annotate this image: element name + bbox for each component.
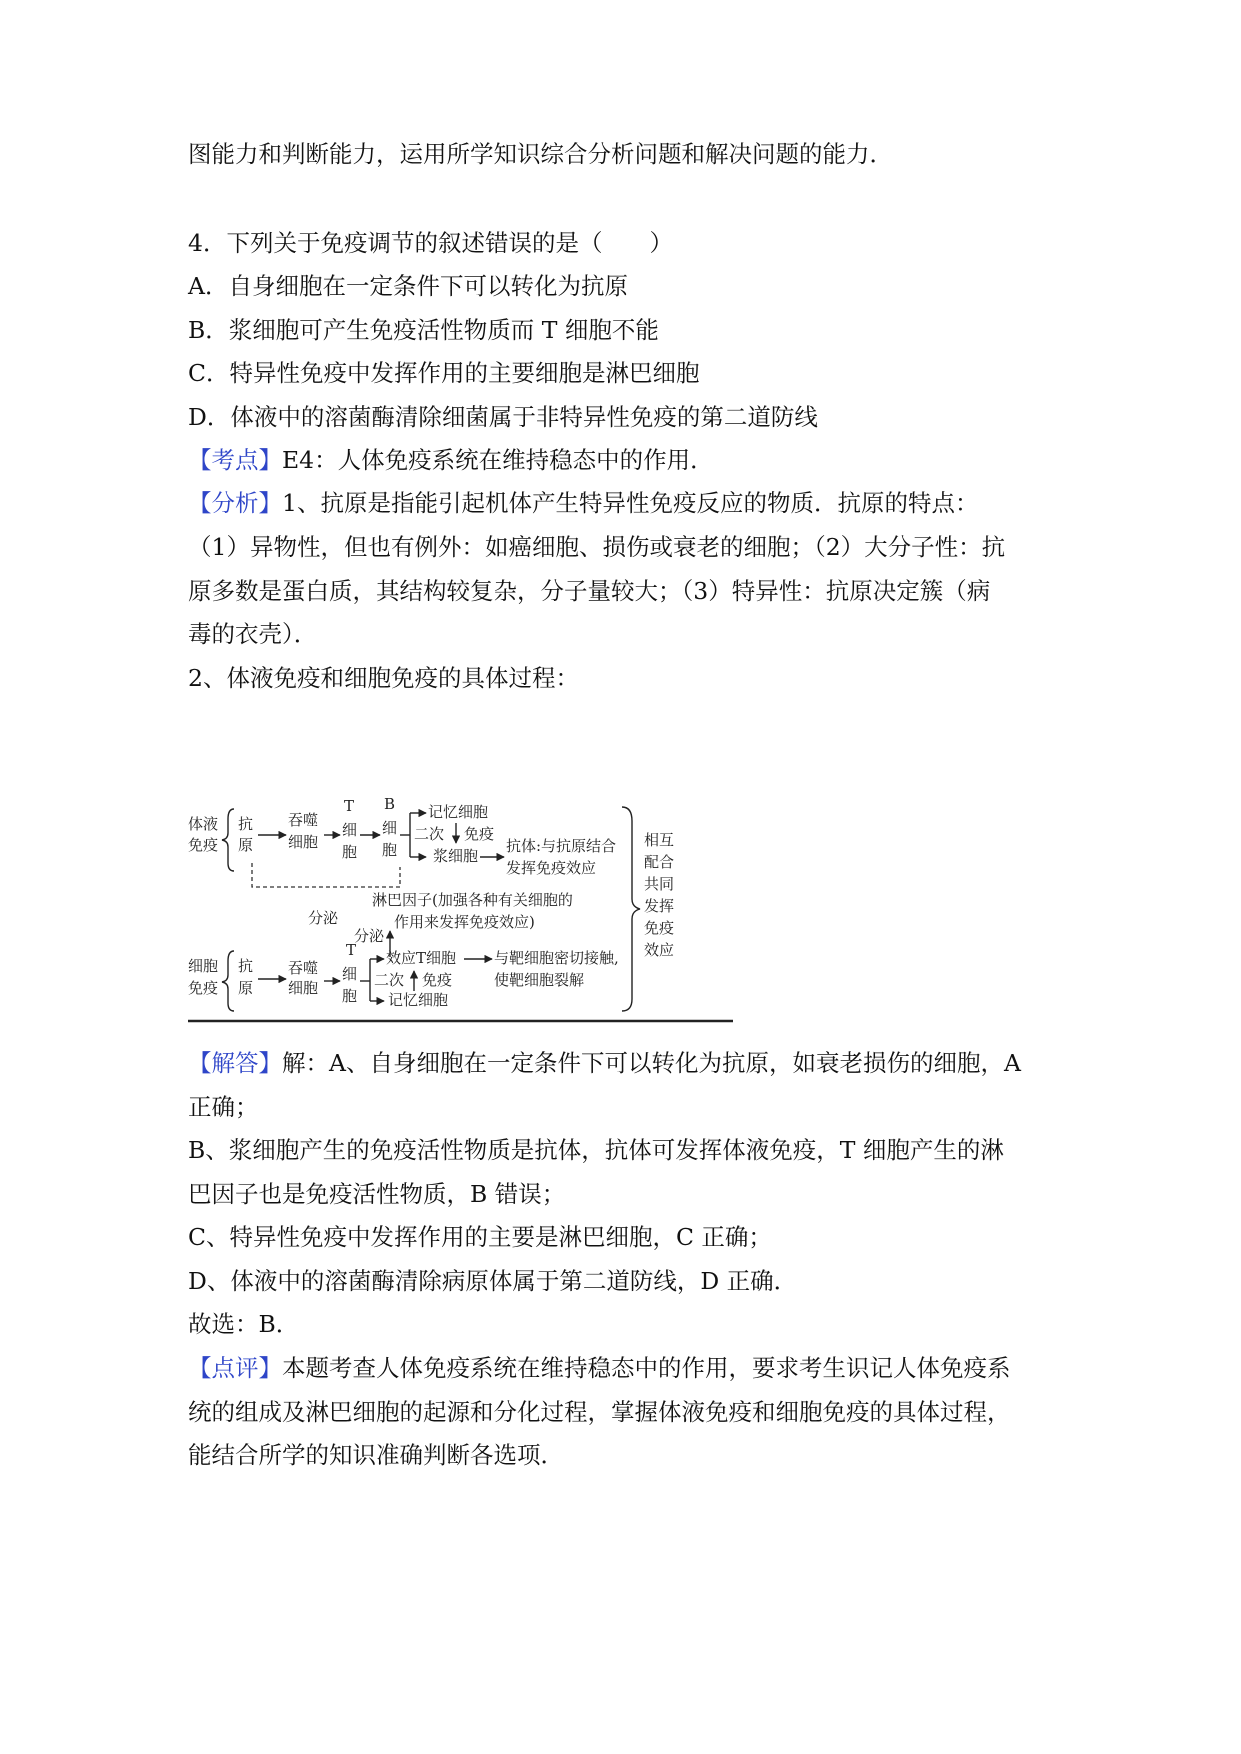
phagocyte-label: 吞噬 <box>288 811 319 829</box>
antibody-label: 抗体:与抗原结合 <box>506 837 617 855</box>
knowledge-point <box>188 443 1091 477</box>
analysis-text: 1、抗原是指能引起机体产生特异性免疫反应的物质．抗原的特点： <box>282 489 979 517</box>
comment-line: 能结合所学的知识准确判断各选项． <box>188 1441 564 1469</box>
antigen-label: 抗 <box>238 815 254 833</box>
option-b: B．浆细胞可产生免疫活性物质而 T 细胞不能 <box>188 316 659 344</box>
cooperate-label: 发挥 <box>644 897 675 915</box>
humoral-label: 体液 <box>188 815 219 833</box>
cooperate-label: 效应 <box>644 941 675 959</box>
option-a: A．自身细胞在一定条件下可以转化为抗原 <box>188 272 628 300</box>
phagocyte-label: 吞噬 <box>288 959 319 977</box>
answer-line: 巴因子也是免疫活性物质，B 错误； <box>188 1180 566 1208</box>
answer-line: D、体液中的溶菌酶清除病原体属于第二道防线，D 正确． <box>188 1267 798 1295</box>
effector-t-label: 效应T细胞 <box>386 949 457 967</box>
lymphokine-label: 淋巴因子(加强各种有关细胞的 <box>372 891 573 909</box>
target-label: 与靶细胞密切接触, <box>494 949 619 967</box>
cooperate-label: 共同 <box>644 875 675 893</box>
t-cell-label: 胞 <box>342 987 358 1005</box>
lymphokine-label: 作用来发挥免疫效应) <box>394 913 535 931</box>
option-c: C．特异性免疫中发挥作用的主要细胞是淋巴细胞 <box>188 359 700 387</box>
memory-cell-label: 记忆细胞 <box>388 991 449 1009</box>
answer-line: B、浆细胞产生的免疫活性物质是抗体，抗体可发挥体液免疫，T 细胞产生的淋 <box>188 1136 1004 1164</box>
plasma-cell-label: 浆细胞 <box>433 847 479 865</box>
analysis-tag: 【分析】 <box>188 489 282 517</box>
humoral-label: 免疫 <box>188 836 219 854</box>
secrete-label: 分泌 <box>308 909 339 927</box>
second-label: 二次 <box>414 825 445 843</box>
t-cell-label: T <box>344 797 355 815</box>
phagocyte-label: 细胞 <box>288 979 319 997</box>
antigen-label: 抗 <box>238 957 254 975</box>
comment-tag: 【点评】 <box>188 1354 282 1382</box>
answer-tag: 【解答】 <box>188 1049 282 1077</box>
answer-text: 解：A、自身细胞在一定条件下可以转化为抗原，如衰老损伤的细胞，A <box>282 1049 1021 1077</box>
analysis-line: （1）异物性，但也有例外：如癌细胞、损伤或衰老的细胞；（2）大分子性：抗 <box>188 533 1006 561</box>
analysis-line: 原多数是蛋白质，其结构较复杂，分子量较大；（3）特异性：抗原决定簇（病 <box>188 577 991 605</box>
cooperate-label: 配合 <box>644 853 675 871</box>
question-stem: 4．下列关于免疫调节的叙述错误的是（ ） <box>188 229 673 257</box>
cellular-label: 免疫 <box>188 979 219 997</box>
knowledge-tag: 【考点】 <box>188 446 282 474</box>
answer-line: 正确； <box>188 1093 259 1121</box>
analysis-line: 2、体液免疫和细胞免疫的具体过程： <box>188 664 579 692</box>
antibody-label: 发挥免疫效应 <box>506 859 597 877</box>
immune-process-diagram <box>188 795 733 1023</box>
comment-line: 统的组成及淋巴细胞的起源和分化过程，掌握体液免疫和细胞免疫的具体过程， <box>188 1398 1011 1426</box>
t-cell-label: 细 <box>342 821 358 839</box>
t-cell-label: 胞 <box>342 843 358 861</box>
antigen-label: 原 <box>238 836 254 854</box>
b-cell-label: 细 <box>382 819 398 837</box>
b-cell-label: B <box>384 795 396 813</box>
option-d: D．体液中的溶菌酶清除细菌属于非特异性免疫的第二道防线 <box>188 403 818 431</box>
secrete-label: 分泌 <box>354 927 385 945</box>
cooperate-label: 免疫 <box>644 919 675 937</box>
antigen-label: 原 <box>238 979 254 997</box>
answer-line: C、特异性免疫中发挥作用的主要是淋巴细胞，C 正确； <box>188 1223 772 1251</box>
cooperate-label: 相互 <box>644 831 675 849</box>
target-label: 使靶细胞裂解 <box>494 971 585 989</box>
answer-line <box>188 1046 1091 1080</box>
analysis-line <box>188 486 1091 520</box>
t-cell-label: T <box>346 941 357 959</box>
immune-label: 免疫 <box>422 971 453 989</box>
knowledge-text: E4：人体免疫系统在维持稳态中的作用． <box>282 446 714 474</box>
comment-line <box>188 1351 1091 1385</box>
text-line: 图能力和判断能力，运用所学知识综合分析问题和解决问题的能力． <box>188 140 893 168</box>
memory-cell-label: 记忆细胞 <box>428 803 489 821</box>
answer-choice: 故选：B． <box>188 1310 300 1338</box>
second-label: 二次 <box>374 971 405 989</box>
analysis-line: 毒的衣壳）． <box>188 620 318 648</box>
comment-text: 本题考查人体免疫系统在维持稳态中的作用，要求考生识记人体免疫系 <box>282 1354 1011 1382</box>
immune-label: 免疫 <box>464 825 495 843</box>
cellular-label: 细胞 <box>188 957 219 975</box>
t-cell-label: 细 <box>342 965 358 983</box>
b-cell-label: 胞 <box>382 841 398 859</box>
phagocyte-label: 细胞 <box>288 833 319 851</box>
